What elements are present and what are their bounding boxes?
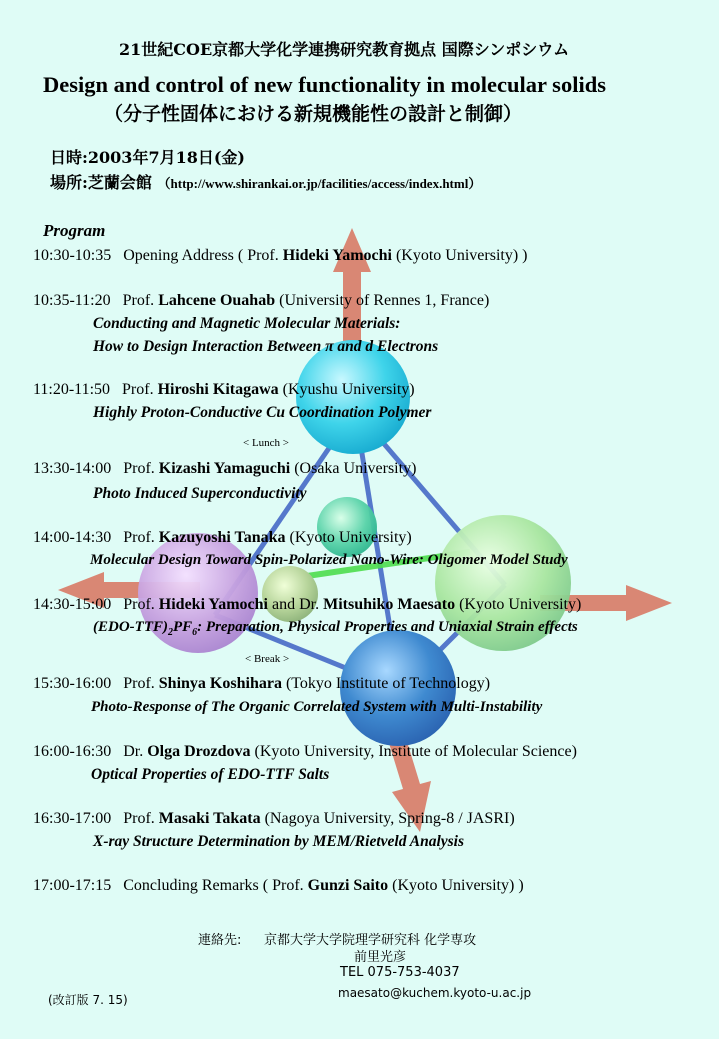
- talk-title: Photo Induced Superconductivity: [93, 485, 307, 502]
- event-venue: [50, 170, 481, 193]
- speaker-affiliation: (Kyoto University) ): [388, 877, 524, 894]
- time-slot: 15:30-16:00: [33, 675, 112, 692]
- time-slot: 16:00-16:30: [33, 743, 112, 760]
- revision-note: (改訂版 7. 15): [48, 993, 128, 1007]
- speaker-prefix: Prof.: [123, 596, 159, 613]
- program-heading: Program: [43, 221, 106, 240]
- contact-person: 前里光彦: [354, 950, 407, 965]
- contact-tel: TEL 075-753-4037: [340, 965, 460, 980]
- speaker-name: Kazuyoshi Tanaka: [158, 529, 286, 546]
- talk-title-formula: [93, 619, 578, 638]
- program-item-tanaka: [33, 529, 412, 547]
- venue-label: 場所:: [50, 173, 88, 192]
- contact-label: 連絡先:: [198, 933, 242, 948]
- speaker-affiliation: (Kyushu University): [278, 381, 415, 398]
- contact-email[interactable]: maesato@kuchem.kyoto-u.ac.jp: [338, 986, 532, 1000]
- coffee-break: < Break >: [245, 653, 290, 665]
- speaker-name: Kizashi Yamaguchi: [158, 460, 291, 477]
- program-item-yamochi-maesato: [33, 596, 581, 614]
- speaker-prefix: Dr.: [123, 743, 148, 760]
- program-item-closing: [33, 877, 524, 895]
- time-slot: 11:20-11:50: [33, 381, 111, 398]
- program-item-takata: [33, 810, 515, 828]
- venue-name: 芝蘭会館: [87, 173, 152, 192]
- program-item-koshihara: [33, 675, 490, 693]
- speaker-affiliation: (Kyoto University) ): [391, 247, 528, 264]
- speaker-joiner: and Dr.: [267, 596, 324, 613]
- speaker-name: Lahcene Ouahab: [158, 292, 276, 309]
- time-slot: 14:30-15:00: [33, 596, 112, 613]
- formula-part: : Preparation, Physical Properties and Uniaxial Strain effects: [197, 619, 578, 635]
- speaker-prefix: Opening Address ( Prof.: [123, 247, 283, 264]
- speaker-name-2: Mitsuhiko Maesato: [323, 596, 456, 613]
- speaker-affiliation: (Osaka University): [290, 460, 417, 477]
- speaker-name: Gunzi Saito: [307, 877, 389, 894]
- title-english: Design and control of new functionality in molecular solids: [43, 72, 606, 97]
- formula-part: (EDO-TTF): [93, 619, 168, 635]
- program-item-yamaguchi: [33, 460, 416, 478]
- time-slot: 10:30-10:35: [33, 247, 112, 264]
- talk-title: Optical Properties of EDO-TTF Salts: [91, 766, 330, 783]
- program-item-ouahab: [33, 292, 489, 310]
- speaker-name: Masaki Takata: [158, 810, 261, 827]
- speaker-name: Hideki Yamochi: [282, 247, 392, 264]
- speaker-name: Olga Drozdova: [147, 743, 251, 760]
- time-slot: 16:30-17:00: [33, 810, 112, 827]
- contact-department: 京都大学大学院理学研究科 化学専攻: [264, 933, 477, 948]
- speaker-affiliation: (Nagoya University, Spring-8 / JASRI): [260, 810, 515, 827]
- time-slot: 10:35-11:20: [33, 292, 111, 309]
- talk-title: X-ray Structure Determination by MEM/Rietveld Analysis: [93, 833, 465, 850]
- sphere-center: [317, 497, 377, 557]
- lunch-break: < Lunch >: [243, 437, 290, 449]
- speaker-name: Hideki Yamochi: [158, 596, 268, 613]
- speaker-affiliation: (University of Rennes 1, France): [275, 292, 490, 309]
- speaker-affiliation: (Kyoto University): [455, 596, 582, 613]
- talk-title: Photo-Response of The Organic Correlated System with Multi-Instability: [91, 699, 543, 715]
- organizer-line: 21世紀COE京都大学化学連携研究教育拠点 国際シンポシウム: [119, 40, 570, 59]
- speaker-affiliation: (Kyoto University, Institute of Molecular Science): [250, 743, 577, 760]
- speaker-prefix: Prof.: [123, 810, 159, 827]
- speaker-affiliation: (Tokyo Institute of Technology): [281, 675, 491, 692]
- formula-subscript: 6: [192, 627, 198, 638]
- speaker-prefix: Prof.: [123, 529, 159, 546]
- title-japanese: （分子性固体における新規機能性の設計と制御）: [104, 103, 523, 125]
- formula-subscript: 2: [168, 627, 173, 638]
- talk-title-line2: How to Design Interaction Between π and d Electrons: [93, 338, 439, 355]
- venue-url[interactable]: （http://www.shirankai.or.jp/facilities/access/index.html）: [157, 176, 482, 191]
- time-slot: 17:00-17:15: [33, 877, 112, 894]
- speaker-prefix: Prof.: [123, 460, 159, 477]
- program-item-drozdova: [33, 743, 577, 761]
- talk-title: Highly Proton-Conductive Cu Coordination Polymer: [93, 404, 432, 421]
- talk-title-line1: Conducting and Magnetic Molecular Materials:: [93, 315, 401, 332]
- speaker-name: Shinya Koshihara: [158, 675, 282, 692]
- speaker-prefix: Prof.: [122, 381, 158, 398]
- speaker-prefix: Prof.: [123, 675, 159, 692]
- time-slot: 13:30-14:00: [33, 460, 112, 477]
- formula-part: PF: [173, 619, 193, 635]
- program-item-opening: [33, 247, 528, 265]
- event-date: 日時:2003年7月18日(金): [50, 148, 245, 167]
- speaker-prefix: Prof.: [122, 292, 159, 309]
- speaker-name: Hiroshi Kitagawa: [157, 381, 279, 398]
- speaker-prefix: Concluding Remarks ( Prof.: [123, 877, 308, 894]
- program-item-kitagawa: [33, 381, 415, 399]
- speaker-affiliation: (Kyoto University): [285, 529, 412, 546]
- time-slot: 14:00-14:30: [33, 529, 112, 546]
- talk-title: Molecular Design Toward Spin-Polarized Nano-Wire: Oligomer Model Study: [90, 552, 568, 568]
